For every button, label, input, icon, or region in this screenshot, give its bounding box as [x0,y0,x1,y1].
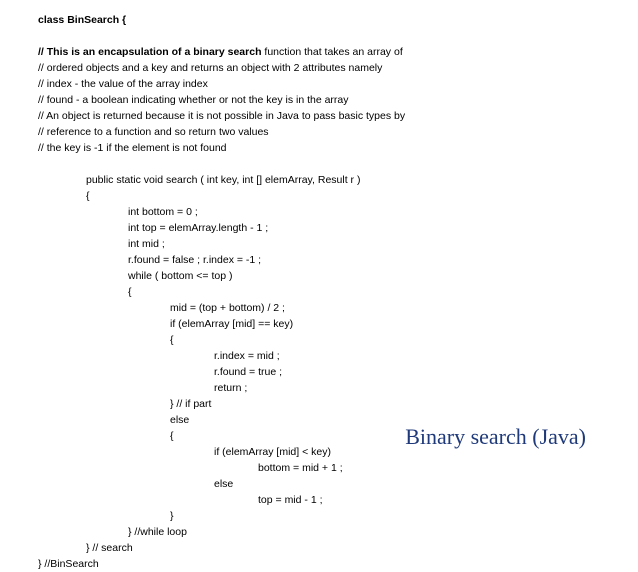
code-line: r.index = mid ; [214,350,280,362]
code-line: int top = elemArray.length - 1 ; [128,222,269,234]
code-line: } //while loop [128,526,187,538]
comment-text: // ordered objects and a key and returns an object with 2 attributes namely [38,62,383,74]
code-line: if (elemArray [mid] == key) [170,318,294,330]
code-line: top = mid - 1 ; [258,494,323,506]
comment-line [38,124,269,140]
comment-text: function that takes an array of [261,46,403,58]
code-line: } //BinSearch [38,558,99,570]
code-line: public static void search ( int key, int [] elemArray, Result r ) [86,174,361,186]
code-line: { [86,190,90,202]
class-declaration: class BinSearch { [38,14,127,26]
code-line: } // search [86,542,133,554]
slide-caption: Binary search (Java) [405,424,586,449]
code-line: else [170,414,190,426]
code-line: } [170,510,174,522]
code-line: return ; [214,382,248,394]
code-line: if (elemArray [mid] < key) [214,446,331,458]
code-line: { [170,430,174,442]
comment-line [38,92,349,108]
code-line: int bottom = 0 ; [128,206,198,218]
comment-line [38,76,208,92]
code-line: bottom = mid + 1 ; [258,462,343,474]
code-line: mid = (top + bottom) / 2 ; [170,302,285,314]
comment-text: // An object is returned because it is not possible in Java to pass basic types by [38,110,406,122]
comment-text: // the key is -1 if the element is not found [38,142,227,154]
comment-line [38,108,405,124]
code-line: } // if part [170,398,212,410]
code-line: while ( bottom <= top ) [128,270,233,282]
comment-line [38,60,382,76]
code-line: r.found = false ; r.index = -1 ; [128,254,262,266]
comment-text: // index - the value of the array index [38,78,208,90]
code-line: int mid ; [128,238,165,250]
comment-line [38,140,227,156]
code-line: { [128,286,132,298]
comment-text: // reference to a function and so return two values [38,126,269,138]
code-line: else [214,478,234,490]
comment-text: // found - a boolean indicating whether or not the key is in the array [38,94,349,106]
comment-line [38,44,403,60]
comment-bold-text: // This is an encapsulation of a binary search [38,46,262,58]
code-line: { [170,334,174,346]
code-line: r.found = true ; [214,366,283,378]
